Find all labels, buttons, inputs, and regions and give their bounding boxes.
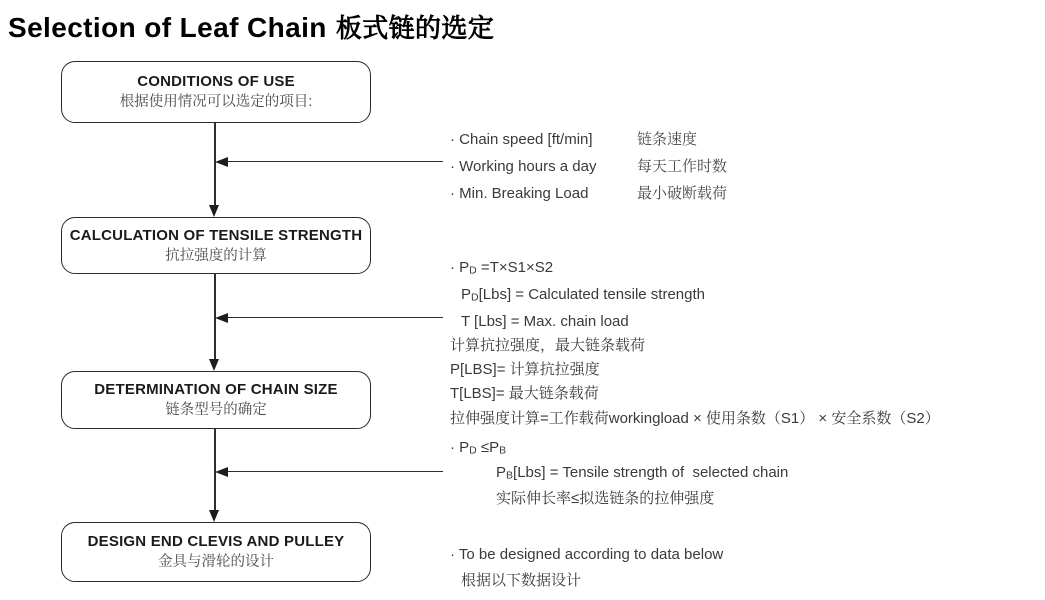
page-title-en: Selection of Leaf Chain — [8, 12, 327, 43]
annotation-line: PD[Lbs] = Calculated tensile strength — [461, 285, 705, 304]
arrow-down-icon — [209, 510, 219, 522]
arrow-left-icon — [215, 467, 228, 477]
annotation-connector-2 — [228, 317, 443, 318]
annotation-connector-3 — [228, 471, 443, 472]
annotation-line: T [Lbs] = Max. chain load — [461, 312, 629, 330]
annotation-line: · PD ≤PB — [450, 439, 507, 457]
flow-box-subtitle: 根据使用情况可以选定的项目: — [119, 94, 313, 110]
annotation-item — [450, 126, 727, 153]
annotation-item-en: · Min. Breaking Load — [450, 185, 589, 202]
flow-box-subtitle: 金具与滑轮的设计 — [158, 554, 274, 570]
annotation-line: P[LBS]= 计算抗拉强度 — [450, 361, 600, 379]
annotation-item-zh: 最小破断载荷 — [637, 185, 728, 202]
annotation-item — [450, 180, 727, 207]
flow-box-subtitle: 链条型号的确定 — [165, 402, 267, 418]
annotation-item-en: · Chain speed [ft/min] — [450, 131, 593, 148]
annotation-chain-size-criterion — [450, 437, 788, 510]
annotation-line: · PD =T×S1×S2 — [450, 259, 554, 277]
annotation-line: T[LBS]= 最大链条载荷 — [450, 385, 599, 403]
page-title-zh: 板式链的选定 — [335, 13, 495, 43]
annotation-line: 拉伸强度计算=工作载荷workingload × 使用条数（S1） × 安全系数（S2） — [450, 409, 940, 427]
flow-box-design-end-clevis-and-pulley — [61, 522, 371, 582]
annotation-item — [450, 153, 727, 180]
flow-box-title: DETERMINATION OF CHAIN SIZE — [94, 381, 338, 398]
flow-box-conditions-of-use — [61, 61, 371, 123]
annotation-item-en: · Working hours a day — [450, 158, 597, 175]
annotation-design-note — [450, 542, 723, 593]
page-title — [8, 8, 494, 45]
annotation-line: · To be designed according to data below — [450, 546, 724, 563]
flow-box-determination-of-chain-size — [61, 371, 371, 429]
flow-box-title: CALCULATION OF TENSILE STRENGTH — [69, 226, 363, 244]
annotation-item-zh: 每天工作时数 — [637, 158, 728, 175]
flow-box-calculation-of-tensile-strength — [61, 217, 371, 274]
annotation-line: 实际伸长率≤拟选链条的拉伸强度 — [496, 489, 715, 507]
arrow-left-icon — [215, 157, 228, 167]
annotation-line: 计算抗拉强度，最大链条载荷 — [450, 336, 646, 354]
annotation-line: 根据以下数据设计 — [461, 571, 582, 589]
arrow-down-icon — [209, 205, 219, 217]
annotation-line: PB[Lbs] = Tensile strength of selected chain — [496, 464, 789, 482]
annotation-connector-1 — [228, 161, 443, 162]
arrow-down-icon — [209, 359, 219, 371]
flow-box-subtitle: 抗拉强度的计算 — [165, 247, 267, 264]
flow-box-title: CONDITIONS OF USE — [137, 73, 295, 90]
annotation-conditions-of-use — [450, 126, 727, 207]
annotation-item-zh: 链条速度 — [637, 131, 698, 148]
annotation-tensile-strength-formula — [450, 256, 940, 431]
arrow-left-icon — [215, 313, 228, 323]
flow-box-title: DESIGN END CLEVIS AND PULLEY — [87, 533, 345, 550]
